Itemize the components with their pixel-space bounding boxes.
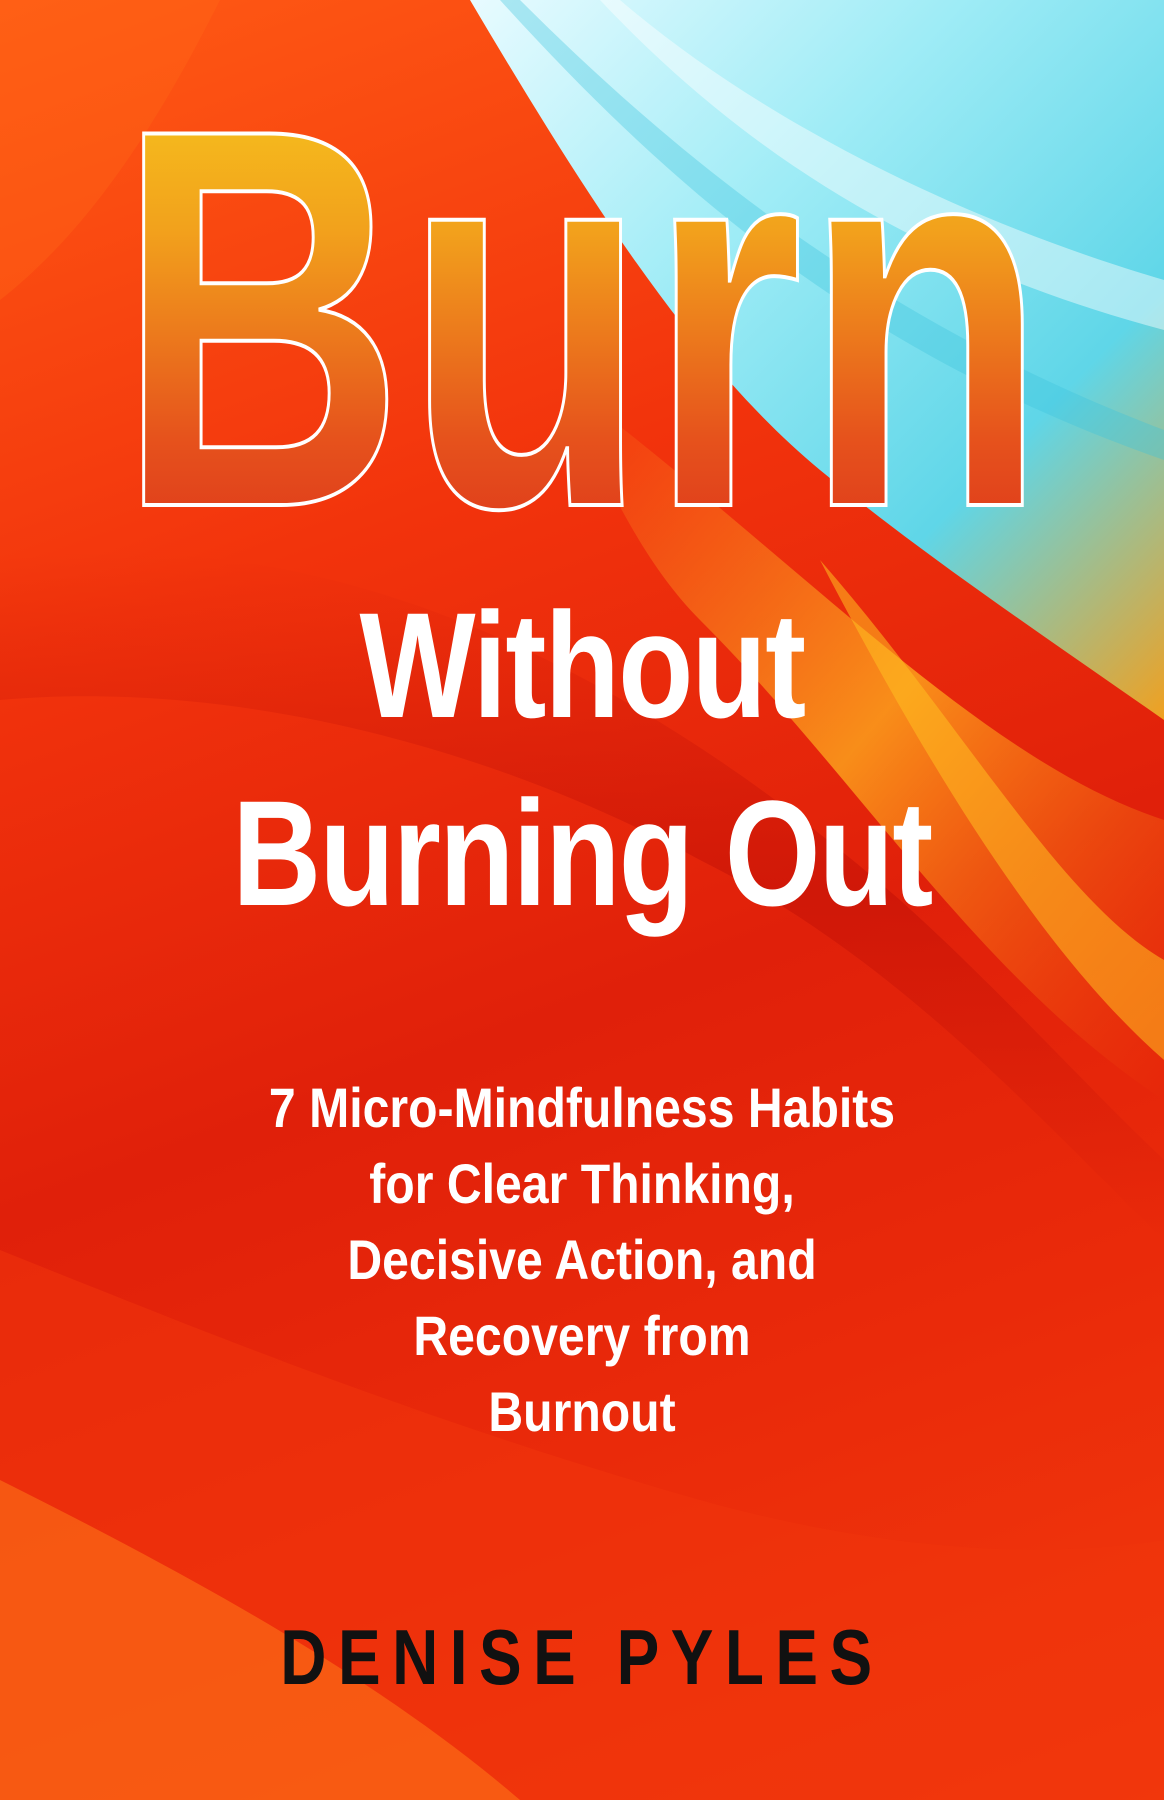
- subtitle-line-1: Without: [359, 581, 805, 749]
- tagline: [81, 1070, 1082, 1450]
- tagline-line: Recovery from: [413, 1304, 751, 1367]
- tagline-line: Burnout: [488, 1380, 676, 1443]
- title-graphic: [0, 60, 1164, 560]
- tagline-line: 7 Micro-Mindfulness Habits: [268, 1076, 896, 1139]
- author-name: DENISE PYLES: [280, 1613, 884, 1701]
- tagline-line: Decisive Action, and: [347, 1228, 817, 1291]
- tagline-line: for Clear Thinking,: [369, 1152, 795, 1215]
- subtitle-line-2: Burning Out: [232, 769, 932, 937]
- book-title: Burn: [117, 60, 1047, 560]
